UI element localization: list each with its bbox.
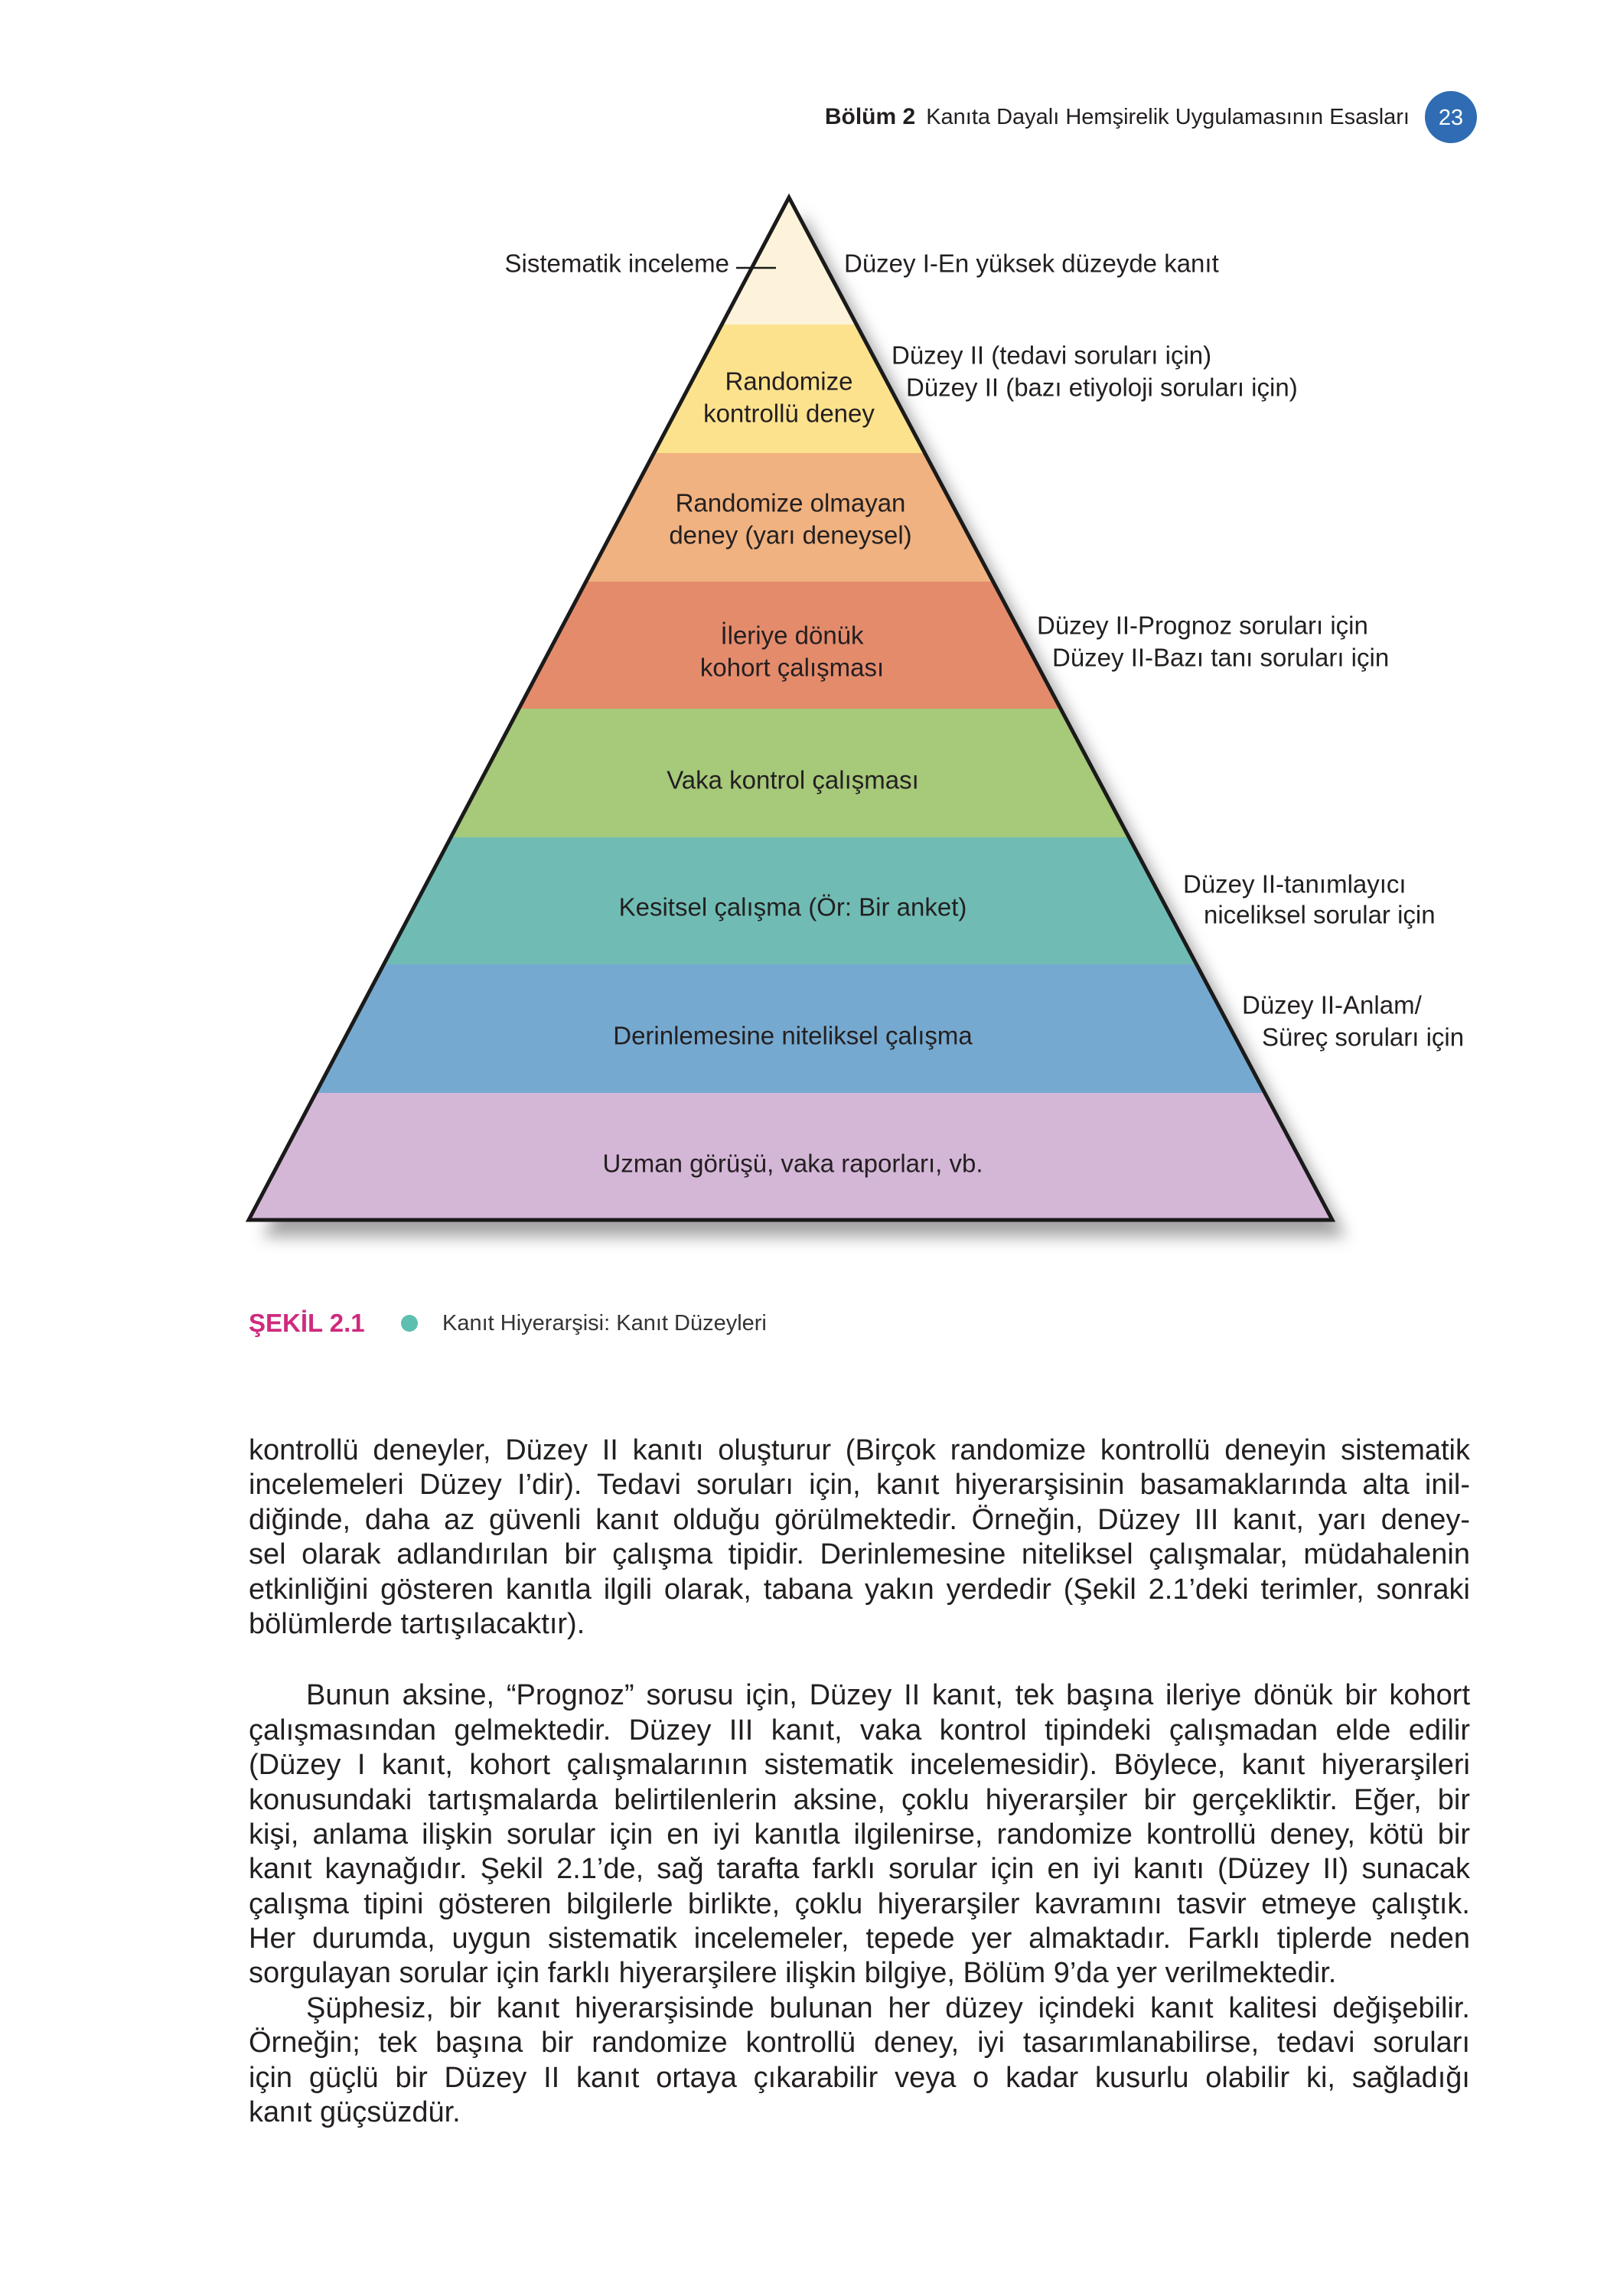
body-text: [249, 1433, 1470, 2130]
chapter-label: Bölüm 2: [824, 104, 916, 129]
body-line: çalışma tipini gösteren bilgilerle birlikte, çoklu hiyerarşiler kavramını tasvir etmeye çalıştık.: [249, 1887, 1470, 1920]
level-label-cross-sectional: Kesitsel çalışma (Ör: Bir anket): [618, 892, 967, 921]
body-line: kontrollü deneyler, Düzey II kanıtı oluşturur (Birçok randomize kontrollü deneyin sistematik: [249, 1434, 1470, 1466]
body-line: Her durumda, uygun sistematik incelemeler, tepede yer almaktadır. Farklı tiplerde neden: [249, 1923, 1470, 1955]
page-number: 23: [1438, 106, 1464, 130]
side-label-descriptive-line-2: niceliksel sorular için: [1204, 900, 1436, 929]
level-label-qualitative: Derinlemesine niteliksel çalışma: [613, 1021, 973, 1050]
level-label-rct-line-1: Randomize: [725, 367, 853, 396]
paragraph: [249, 1678, 1470, 1991]
caption-bullet-dot: [401, 1315, 418, 1332]
paragraph: [249, 1433, 1470, 1642]
body-line: çalışmasından gelmektedir. Düzey III kanıt, vaka kontrol tipindeki çalışmadan elde edilir: [249, 1714, 1470, 1746]
body-line: kanıt güçsüzdür.: [249, 2096, 461, 2129]
body-line: Bunun aksine, “Prognoz” sorusu için, Düzey II kanıt, tek başına ileriye dönük bir kohort: [306, 1679, 1470, 1712]
side-label-therapy-line-1: Düzey II (tedavi soruları için): [892, 341, 1212, 370]
body-line: diğinde, daha az güvenli kanıt olduğu görülmektedir. Örneğin, Düzey III kanıt, yarı deney-: [249, 1503, 1470, 1536]
figure-caption: [249, 1305, 1014, 1342]
body-line: (Düzey I kanıt, kohort çalışmalarının sistematik incelemesidir). Böylece, kanıt hiyerarşileri: [249, 1749, 1470, 1782]
side-label-meaning-line-2: Süreç soruları için: [1262, 1022, 1465, 1052]
level-label-expert-opinion: Uzman görüşü, vaka raporları, vb.: [602, 1149, 983, 1178]
side-label-meaning-line-1: Düzey II-Anlam/: [1242, 990, 1422, 1019]
side-label-prognosis-line-1: Düzey II-Prognoz soruları için: [1037, 611, 1368, 640]
body-line: bölümlerde tartışılacaktır).: [249, 1607, 585, 1640]
paragraph: [249, 1991, 1470, 2131]
band-level-1-systematic-review: [722, 197, 856, 325]
side-label-therapy-line-2: Düzey II (bazı etiyoloji soruları için): [906, 373, 1298, 402]
chapter-title: Kanıta Dayalı Hemşirelik Uygulamasının Esasları: [926, 104, 1410, 129]
body-line: sel olarak adlandırılan bir çalışma tipidir. Derinlemesine niteliksel çalışmalar, müdahalenin: [249, 1538, 1470, 1571]
level-label-quasi-line-1: Randomize olmayan: [675, 488, 906, 517]
level-label-cohort-line-2: kohort çalışması: [699, 653, 885, 682]
apex-label: Sistematik inceleme: [504, 249, 729, 278]
caption-bullet-icon: [400, 1314, 419, 1332]
level-label-quasi-line-2: deney (yarı deneysel): [669, 520, 912, 550]
side-label-prognosis-line-2: Düzey II-Bazı tanı soruları için: [1052, 643, 1390, 672]
side-label-descriptive-line-1: Düzey II-tanımlayıcı: [1183, 869, 1407, 899]
figure-title: Kanıt Hiyerarşisi: Kanıt Düzeyleri: [442, 1311, 767, 1336]
body-line: Şüphesiz, bir kanıt hiyerarşisinde bulunan her düzey içindeki kanıt kalitesi değişebilir.: [306, 1991, 1470, 2024]
band-level-3-quasi-experimental: [586, 453, 993, 582]
body-line: konusundaki tartışmalarda belirtilenlerin aksine, çoklu hiyerarşiler bir gerçekliktir. Eğer, bir: [249, 1783, 1470, 1816]
side-label-level-1: Düzey I-En yüksek düzeyde kanıt: [844, 249, 1219, 278]
body-line: kanıt kaynağıdır. Şekil 2.1’de, sağ tarafta farklı sorular için en iyi kanıtı (Düzey II) sunacak: [249, 1853, 1470, 1886]
page-number-badge: [1424, 90, 1478, 144]
body-line: için güçlü bir Düzey II kanıt ortaya çıkarabilir veya o kadar kusurlu olabilir ki, sağladığı: [249, 2061, 1470, 2094]
body-line: sorgulayan sorular için farklı hiyerarşilere ilişkin bilgiye, Bölüm 9’da yer verilmektedir.: [249, 1957, 1337, 1990]
level-label-cohort-line-1: İleriye dönük: [720, 621, 864, 650]
running-header: [825, 103, 1410, 132]
body-line: kişi, anlama ilişkin sorular için en iyi kanıtla ilgilenirse, randomize kontrollü deney, kötü bir: [249, 1818, 1470, 1851]
body-line: Örneğin; tek başına bir randomize kontrollü deney, iyi tasarımlanabilirse, tedavi soruları: [249, 2027, 1470, 2060]
figure-number: ŞEKİL 2.1: [249, 1309, 365, 1337]
body-line: etkinliğini gösteren kanıtla ilgili olarak, tabana yakın yerdedir (Şekil 2.1’deki terimler, sonraki: [249, 1573, 1470, 1606]
level-label-case-control: Vaka kontrol çalışması: [667, 765, 919, 794]
level-label-rct-line-2: kontrollü deney: [703, 399, 875, 428]
body-line: incelemeleri Düzey I’dir). Tedavi soruları için, kanıt hiyerarşisinin basamaklarında alta inil-: [249, 1469, 1470, 1502]
